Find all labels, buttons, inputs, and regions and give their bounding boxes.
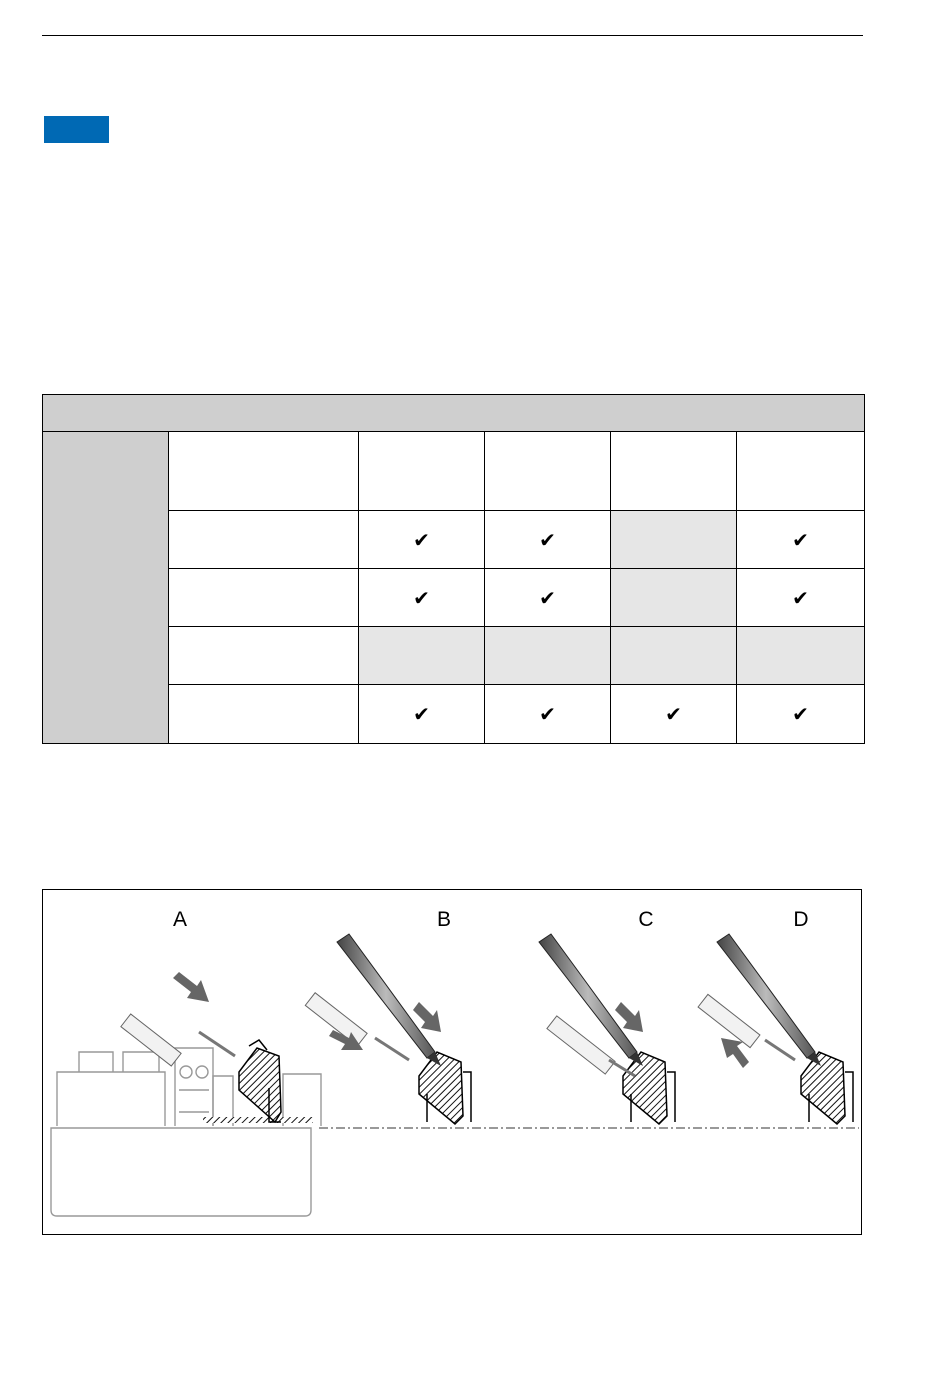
checkmark-icon: ✔ — [413, 585, 430, 610]
column-header-3 — [611, 432, 737, 511]
row-label — [169, 511, 359, 569]
panel-label-b: B — [436, 908, 451, 931]
panel-label-c: C — [638, 908, 654, 931]
table-cell — [737, 569, 865, 627]
checkmark-icon: ✔ — [413, 702, 430, 726]
table-cell — [359, 511, 485, 569]
connector-b — [419, 1052, 471, 1124]
checkmark-icon: ✔ — [539, 527, 556, 552]
note-badge — [44, 116, 109, 143]
header-rule — [42, 35, 863, 36]
panel-label-d: D — [793, 908, 809, 931]
row-label — [169, 569, 359, 627]
table-cell — [485, 569, 611, 627]
device-body — [51, 1048, 321, 1216]
column-header-1 — [359, 432, 485, 511]
table-header — [43, 395, 865, 432]
compatibility-table — [42, 394, 865, 744]
table-cell — [485, 511, 611, 569]
panel-label-a: A — [172, 908, 187, 931]
connector-c — [623, 1052, 675, 1124]
wiring-figure — [42, 889, 862, 1235]
table-cell — [359, 627, 485, 685]
table-cell — [737, 511, 865, 569]
row-label — [169, 627, 359, 685]
column-header-blank — [169, 432, 359, 511]
table-cell — [485, 627, 611, 685]
checkmark-icon: ✔ — [665, 702, 682, 726]
table-cell — [359, 685, 485, 744]
table-cell — [485, 685, 611, 744]
table-cell — [359, 569, 485, 627]
checkmark-icon: ✔ — [539, 702, 556, 726]
table-cell — [611, 627, 737, 685]
connector-a — [239, 1040, 281, 1122]
table-cell — [737, 627, 865, 685]
row-group-label — [43, 432, 169, 744]
table-cell — [611, 511, 737, 569]
table-cell — [737, 685, 865, 744]
row-label — [169, 685, 359, 744]
checkmark-icon: ✔ — [539, 585, 556, 610]
column-header-2 — [485, 432, 611, 511]
wiring-illustration — [43, 890, 861, 1234]
checkmark-icon: ✔ — [792, 702, 809, 726]
checkmark-icon: ✔ — [792, 527, 809, 552]
checkmark-icon: ✔ — [413, 527, 430, 552]
column-header-4 — [737, 432, 865, 511]
connector-d — [801, 1052, 853, 1124]
wire-a — [121, 1014, 235, 1066]
arrow-a — [173, 972, 209, 1002]
table-cell — [611, 685, 737, 744]
table-cell — [611, 569, 737, 627]
checkmark-icon: ✔ — [792, 585, 809, 610]
